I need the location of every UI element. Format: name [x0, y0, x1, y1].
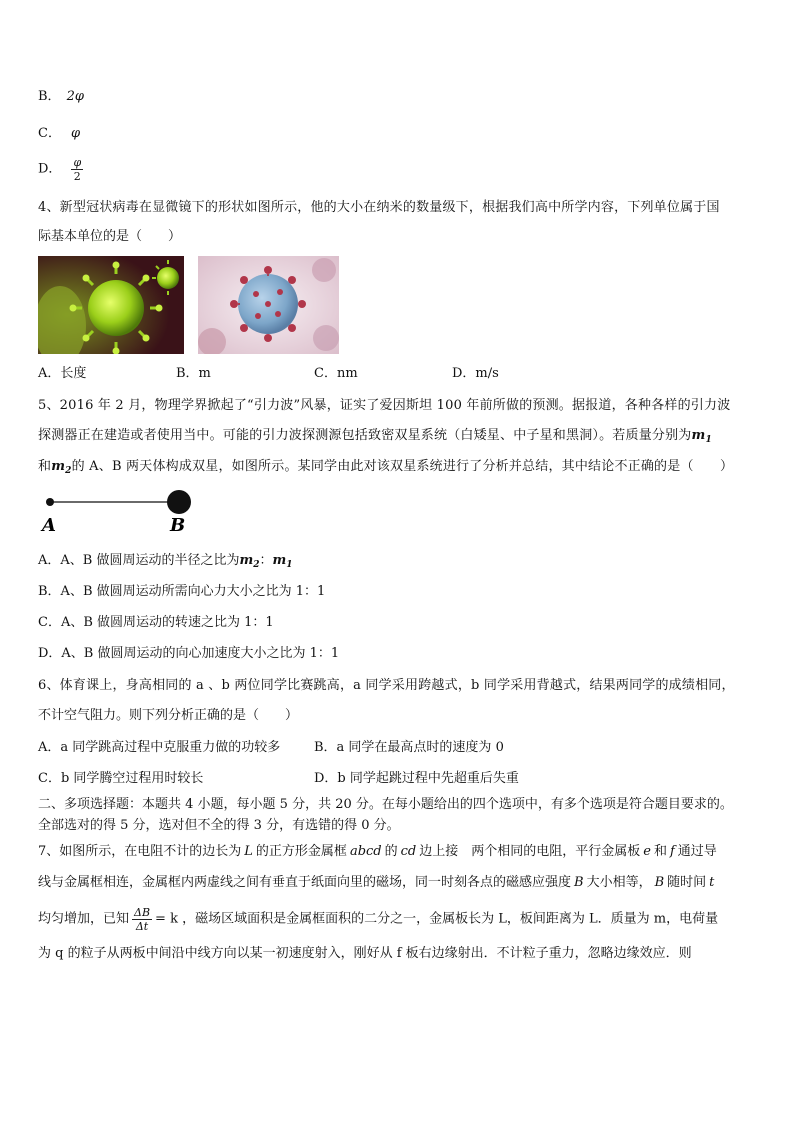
- virus-illustration-green: [38, 256, 184, 354]
- q6-option-b: B．a 同学在最高点时的速度为 0: [314, 740, 504, 755]
- virus-image-pink: [198, 256, 339, 354]
- q5-option-b: B．A、B 做圆周运动所需向心力大小之比为 1：1: [38, 584, 326, 599]
- q6-option-a: A．a 同学跳高过程中克服重力做的功较多: [38, 740, 281, 755]
- q5-option-a: A．A、B 做圆周运动的半径之比为$m_2$：$m_1$: [38, 553, 293, 570]
- q7-line3: 均匀增加，已知 $\frac{\Delta B}{\Delta t}$ = k ，磁场区域面积是金属框面积的二分之一，金属板长为 L，板间距离为 L．质量为 m，电荷量: [38, 906, 719, 933]
- q4-stem-line1: 4、新型冠状病毒在显微镜下的形状如图所示，他的大小在纳米的数量级下，根据我们高中所学内容，下列单位属于国: [38, 200, 720, 215]
- q5-stem-line1: 5、2016 年 2 月，物理学界掀起了“引力波”风暴，证实了爱因斯坦 100 年前所做的预测。据报道，各种各样的引力波: [38, 398, 731, 413]
- fraction: $\frac{\varphi}{2}$: [73, 156, 82, 183]
- q6-stem-line1: 6、体育课上，身高相同的 a 、b 两位同学比赛跳高，a 同学采用跨越式，b 同学采用背越式，结果两同学的成绩相同，: [38, 678, 735, 693]
- q5-stem-line3: 和$m_2$的 A、B 两天体构成双星，如图所示。某同学由此对该双星系统进行了分析并总结，其中结论不正确的是（ ）: [38, 459, 734, 476]
- binary-star-diagram: [38, 488, 198, 536]
- q7-line1: 7、如图所示，在电阻不计的边长为 L 的正方形金属框 abcd 的 cd 边上接 两个相同的电阻，平行金属板 e 和 f 通过导: [38, 844, 717, 859]
- q3-option-b: B． 2φ: [38, 89, 84, 104]
- q7-line4: 为 q 的粒子从两板中间沿中线方向以某一初速度射入，刚好从 f 板右边缘射出．不计粒子重力，忽略边缘效应．则: [38, 946, 692, 961]
- q6-option-c: C．b 同学腾空过程用时较长: [38, 771, 204, 786]
- delta-b-over-delta-t: $\frac{\Delta B}{\Delta t}$: [134, 906, 151, 933]
- label-a: A: [42, 515, 56, 536]
- q5-option-c: C．A、B 做圆周运动的转速之比为 1：1: [38, 615, 274, 630]
- star-a: [46, 498, 54, 506]
- q5-option-d: D．A、B 做圆周运动的向心加速度大小之比为 1：1: [38, 646, 340, 661]
- virus-image-green: [38, 256, 184, 354]
- section2-line1: 二、多项选择题：本题共 4 小题，每小题 5 分，共 20 分。在每小题给出的四个选项中，有多个选项是符合题目要求的。: [38, 797, 733, 812]
- star-b: [167, 490, 191, 514]
- q4-option-a: A．长度: [38, 366, 87, 381]
- q6-stem-line2: 不计空气阻力。则下列分析正确的是（ ）: [38, 708, 299, 723]
- q4-option-d: D．m/s: [452, 366, 499, 381]
- q5-stem-line2: 探测器正在建造或者使用当中。可能的引力波探测源包括致密双星系统（白矮星、中子星和黑洞）。若质量分别为$m_1$: [38, 428, 712, 445]
- label-b: B: [170, 515, 186, 536]
- q3-option-d: D． $\frac{\varphi}{2}$: [38, 156, 82, 183]
- q4-stem-line2: 际基本单位的是（ ）: [38, 229, 182, 244]
- section2-line2: 全部选对的得 5 分，选对但不全的得 3 分，有选错的得 0 分。: [38, 818, 400, 833]
- q4-option-c: C．nm: [314, 366, 358, 381]
- q3-option-c: C． φ: [38, 126, 81, 141]
- q6-option-d: D．b 同学起跳过程中先超重后失重: [314, 771, 519, 786]
- virus-illustration-pink: [198, 256, 339, 354]
- q4-option-b: B．m: [176, 366, 211, 381]
- q7-line2: 线与金属框相连，金属框内两虚线之间有垂直于纸面向里的磁场，同一时刻各点的磁感应强度 B 大小相等， B 随时间 t: [38, 875, 715, 890]
